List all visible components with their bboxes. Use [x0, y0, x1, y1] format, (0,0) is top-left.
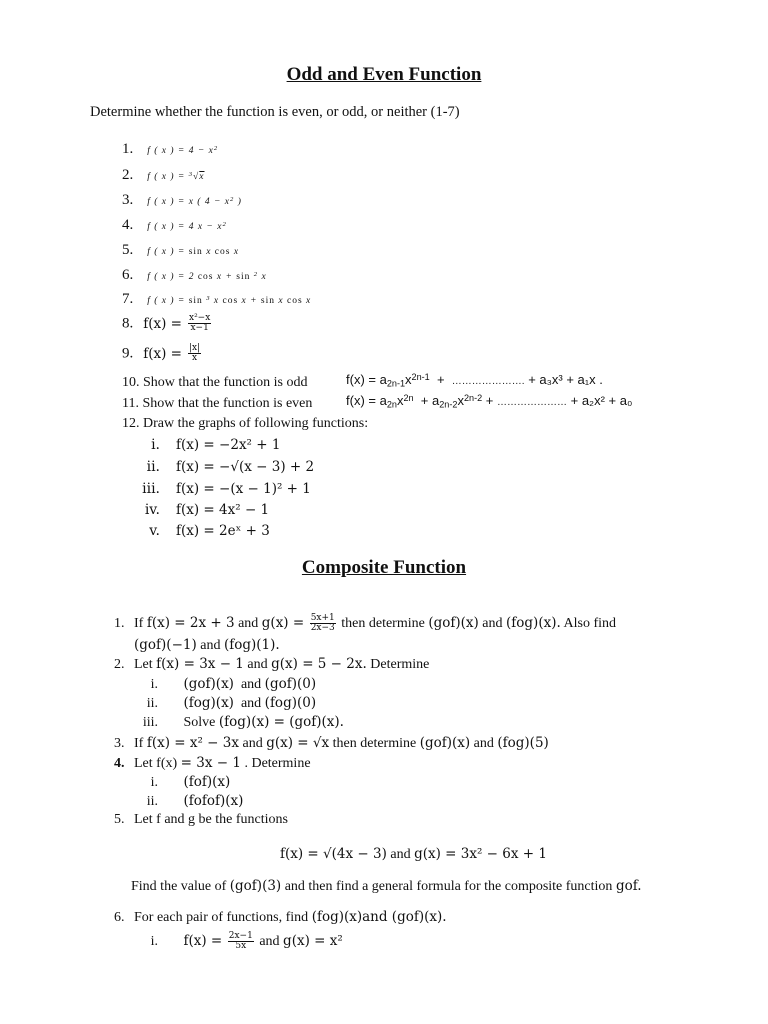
- composite-question-2-part: iii. Solve (fog)(x) = (gof)(x).: [142, 714, 344, 730]
- question-5: 5. f ( x ) = sin x cos x: [122, 242, 240, 258]
- question-8: 8. f(x) = $\frac{\text{x²−x}}{x-1}$: [122, 313, 211, 334]
- question-4: 4. f ( x ) = 4 $x - x^2$: [122, 217, 227, 233]
- composite-question-6: 6. For each pair of functions, find (fog)(x)and (gof)(x).: [114, 909, 447, 925]
- composite-question-1: 1. If f(x) = 2x + 3 and g(x) = $\frac{5x+1}{2x-3}$ then determine (gof)(x) and (fog)(x). Also find: [114, 613, 616, 634]
- question-2: 2. f ( x ) = $^3$√x: [122, 167, 205, 183]
- question-1: 1. f ( x ) = $4 - x^2$: [122, 141, 219, 157]
- intro-text: Determine whether the function is even, or odd, or neither (1-7): [90, 104, 460, 120]
- composite-question-5: 5. Let f and g be the functions: [114, 812, 288, 827]
- graph-item: v. f(x) = 2eˣ + 3: [149, 523, 270, 539]
- question-9: 9. f(x) = $\frac{|x|}{x}$: [122, 343, 201, 364]
- question-11-formula: $f(x) = a_{2n}x^{2n} + a_{2n-2}x^{2n-2}$ + ………………… + a₂x² + a₀: [346, 392, 633, 410]
- composite-question-4-part: ii. (fofof)(x): [146, 793, 244, 809]
- odd-even-heading: Odd and Even Function: [286, 64, 482, 85]
- composite-question-5-formula: f(x) = √(4x − 3) and g(x) = 3x² − 6x + 1: [280, 846, 547, 862]
- question-6: 6. f ( x ) = 2 cos x + sin $^2$ x: [122, 267, 267, 283]
- composite-question-5-find: Find the value of (gof)(3) and then find a general formula for the composite function gof.: [131, 878, 642, 894]
- composite-question-2-part: ii. (fog)(x) and (fog)(0): [146, 695, 317, 711]
- question-10: 10. Show that the function is odd: [122, 375, 308, 390]
- question-12: 12. Draw the graphs of following functions:: [122, 416, 369, 431]
- graph-item: ii. f(x) = −√(x − 3) + 2: [146, 459, 315, 475]
- graph-item: iv. f(x) = 4x² − 1: [144, 502, 270, 518]
- graph-item: i. f(x) = −2x² + 1: [151, 437, 281, 453]
- question-11: 11. Show that the function is even: [122, 396, 313, 411]
- composite-question-4-part: i. (fof)(x): [150, 774, 231, 790]
- question-10-formula: $f(x) = a_{2n-1}x^{2n-1}$ + …………………. + a₃x³ + a₁x .: [346, 371, 603, 389]
- composite-question-4: 4. Let f(x) = 3x − 1 . Determine: [114, 755, 311, 771]
- composite-question-2: 2. Let f(x) = 3x − 1 and g(x) = 5 − 2x. Determine: [114, 656, 430, 672]
- composite-question-1-cont: (gof)(−1) and (fog)(1).: [134, 637, 280, 653]
- composite-question-2-part: i. (gof)(x) and (gof)(0): [150, 676, 317, 692]
- composite-question-6-part: i. f(x) = $\frac{2x-1}{5x}$ and g(x) = x²: [150, 931, 343, 952]
- composite-question-3: 3. If f(x) = x² − 3x and g(x) = √x then determine (gof)(x) and (fog)(5): [114, 735, 549, 751]
- question-3: 3. f ( x ) = x ( $4 - x^2$ ): [122, 192, 242, 208]
- composite-heading: Composite Function: [301, 557, 467, 578]
- question-7: 7. f ( x ) = sin $^3$ x cos x + sin x cos x: [122, 291, 312, 307]
- graph-item: iii. f(x) = −(x − 1)² + 1: [142, 481, 311, 497]
